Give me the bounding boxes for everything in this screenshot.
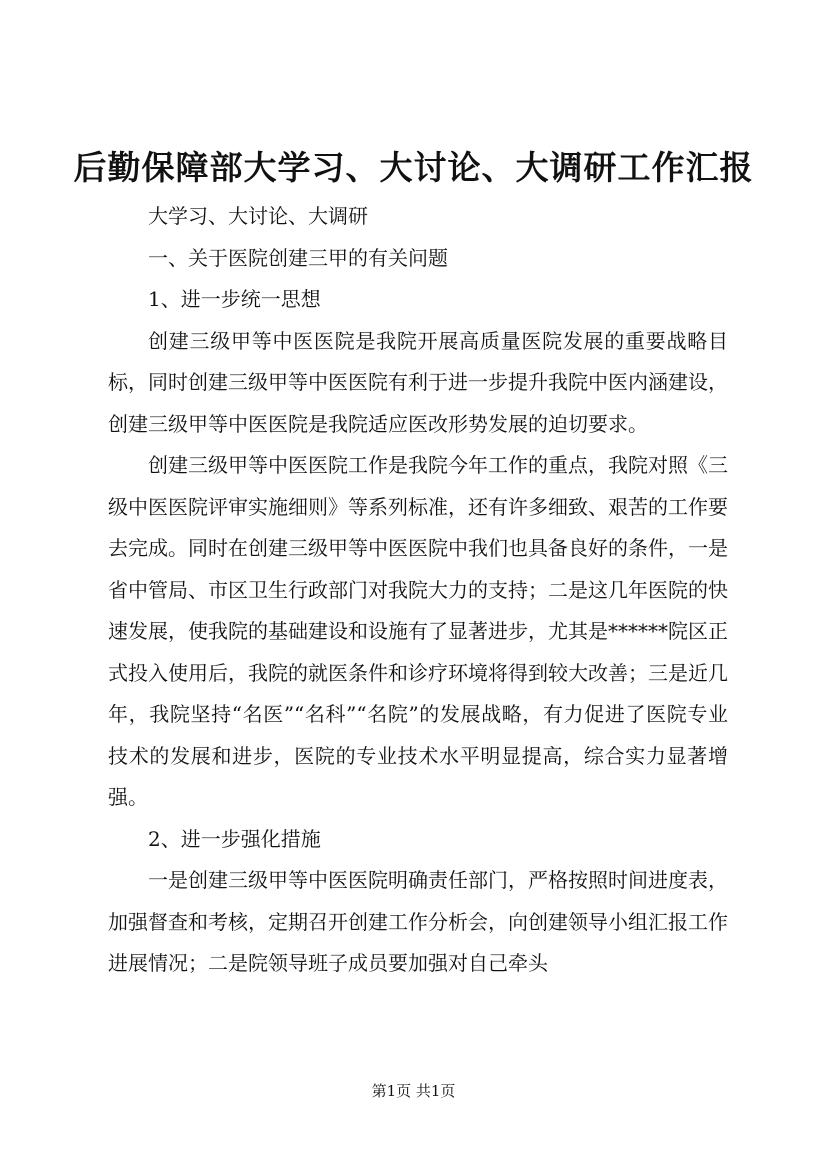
subsection-heading: 1、进一步统一思想 [148,287,321,311]
body-paragraph: 创建三级甲等中医医院工作是我院今年工作的重点，我院对照《三级中医医院评审实施细则》等系列标准，还有许多细致、艰苦的工作要去完成。同时在创建三级甲等中医医院中我们也具备良好的条件，一是省中管局、市区卫生行政部门对我院大力的支持；二是这几年医院的快速发展，使我院的基础建设和设施有了显著进步，尤其是******院区正式投入使用后，我院的就医条件和诊疗环境将得到较大改善；三是近几年，我院坚持“名医”“名科”“名院”的发展战略，有力促进了医院专业技术的发展和进步，医院的专业技术水平明显提高，综合实力显著增强。 [108,453,728,809]
body-paragraph: 一是创建三级甲等中医医院明确责任部门，严格按照时间进度表，加强督查和考核，定期召开创建工作分析会，向创建领导小组汇报工作进展情况；二是院领导班子成员要加强对自己牵头 [108,868,728,975]
subsection-heading: 2、进一步强化措施 [148,826,321,851]
section-heading: 一、关于医院创建三甲的有关问题 [148,245,448,270]
subtitle-line: 大学习、大讨论、大调研 [148,204,368,228]
body-paragraph: 创建三级甲等中医医院是我院开展高质量医院发展的重要战略目标，同时创建三级甲等中医医院有利于进一步提升我院中医内涵建设，创建三级甲等中医医院是我院适应医改形势发展的迫切要求。 [108,328,728,436]
page-footer: 第1页 共1页 [371,1082,456,1100]
document-body [108,196,728,985]
document-title: 后勤保障部大学习、大讨论、大调研工作汇报 [73,148,754,187]
